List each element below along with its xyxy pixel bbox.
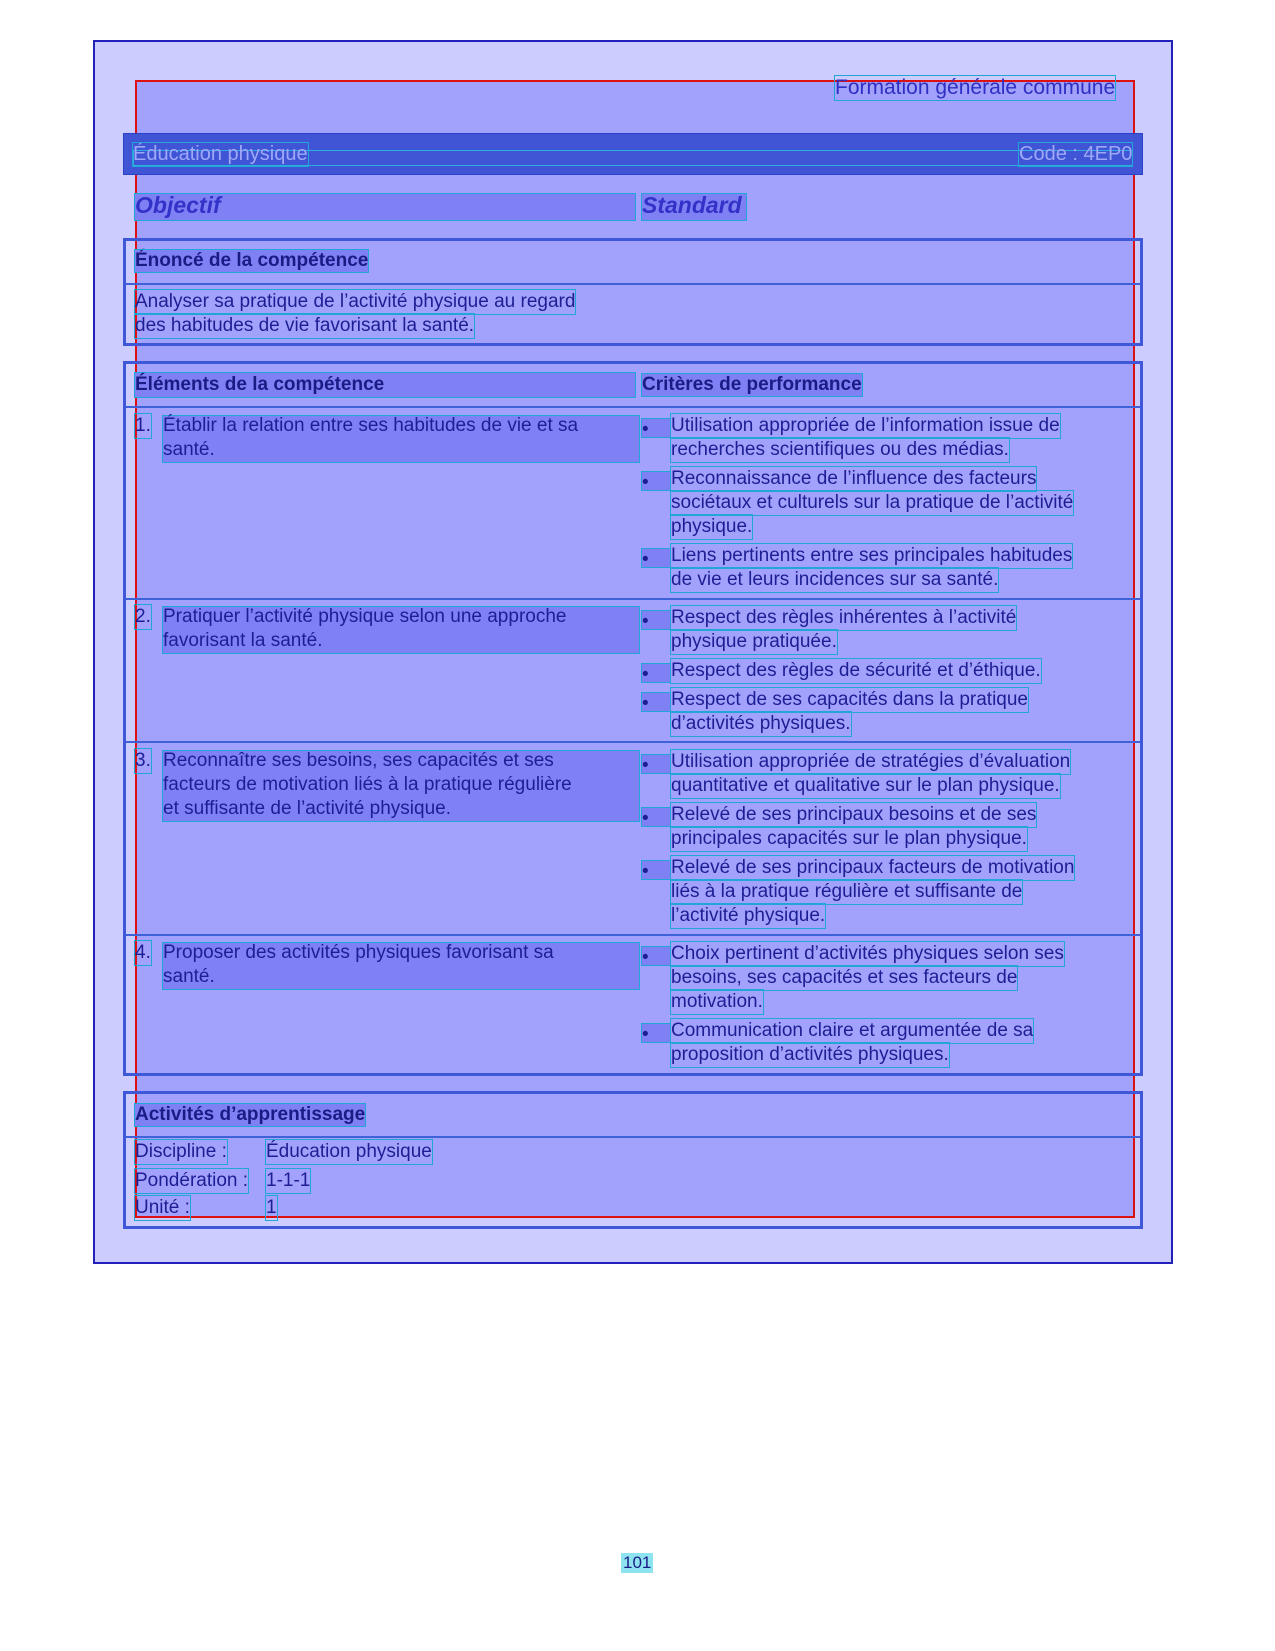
criterion-line: Communication claire et argumentée de sa — [671, 1020, 1034, 1041]
competence-statement-line-2: des habitudes de vie favorisant la santé. — [135, 315, 475, 336]
criterion-line: Respect de ses capacités dans la pratique — [671, 689, 1028, 710]
discipline-label: Discipline : — [135, 1141, 227, 1162]
criterion-line: liés à la pratique régulière et suffisante de — [671, 881, 1023, 902]
criterion-line: principales capacités sur le plan physique. — [671, 828, 1027, 849]
criterion-line: motivation. — [671, 991, 763, 1012]
element-text-line: et suffisante de l’activité physique. — [163, 798, 451, 819]
criterion-bullet: • — [642, 419, 670, 437]
discipline-value: Éducation physique — [266, 1141, 432, 1162]
element-number: 2. — [135, 606, 151, 627]
criterion-line: Respect des règles de sécurité et d’éthique. — [671, 660, 1041, 681]
weighting-label: Pondération : — [135, 1170, 249, 1191]
criterion-line: quantitative et qualitative sur le plan physique. — [671, 775, 1060, 796]
criterion-line: Relevé de ses principaux besoins et de ses — [671, 804, 1037, 825]
criterion-bullet: • — [642, 549, 670, 567]
unit-label: Unité : — [135, 1197, 190, 1218]
criterion-bullet: • — [642, 1024, 670, 1042]
page-number: 101 — [623, 1553, 652, 1572]
criterion-line: physique pratiquée. — [671, 631, 837, 652]
course-title: Éducation physique — [133, 143, 308, 165]
criterion-line: physique. — [671, 516, 753, 537]
element-text-line: Établir la relation entre ses habitudes de vie et sa — [163, 415, 579, 436]
criterion-line: de vie et leurs incidences sur sa santé. — [671, 569, 999, 590]
element-number: 4. — [135, 942, 151, 963]
criterion-line: Liens pertinents entre ses principales habitudes — [671, 545, 1073, 566]
criteria-heading: Critères de performance — [642, 374, 862, 395]
element-text-line: favorisant la santé. — [163, 630, 323, 651]
course-code: Code : 4EP0 — [1019, 143, 1133, 165]
elements-heading: Éléments de la compétence — [135, 374, 385, 395]
row-divider-2 — [126, 741, 1140, 743]
element-number: 1. — [135, 415, 151, 436]
element-text-line: Reconnaître ses besoins, ses capacités et ses — [163, 750, 554, 771]
criterion-bullet: • — [642, 693, 670, 711]
criterion-line: sociétaux et culturels sur la pratique de l’activité — [671, 492, 1074, 513]
row-divider-3 — [126, 934, 1140, 936]
element-text-line: facteurs de motivation liés à la pratique régulière — [163, 774, 572, 795]
criterion-bullet: • — [642, 861, 670, 879]
element-text-line: Pratiquer l’activité physique selon une approche — [163, 606, 567, 627]
element-text-line: santé. — [163, 966, 215, 987]
criterion-bullet: • — [642, 808, 670, 826]
criterion-line: proposition d’activités physiques. — [671, 1044, 949, 1065]
criterion-bullet: • — [642, 611, 670, 629]
standard-column-heading: Standard — [642, 192, 742, 218]
competence-statement-line-1: Analyser sa pratique de l’activité physique au regard — [135, 291, 576, 312]
program-label: Formation générale commune — [835, 76, 1116, 99]
element-text-line: Proposer des activités physiques favorisant sa — [163, 942, 554, 963]
criterion-line: l’activité physique. — [671, 905, 826, 926]
element-text-line: santé. — [163, 439, 215, 460]
criterion-line: Utilisation appropriée de l’information issue de — [671, 415, 1060, 436]
criterion-bullet: • — [642, 947, 670, 965]
criterion-bullet: • — [642, 755, 670, 773]
weighting-value: 1-1-1 — [266, 1170, 311, 1191]
criterion-bullet: • — [642, 664, 670, 682]
criterion-line: Respect des règles inhérentes à l’activité — [671, 607, 1017, 628]
criterion-line: recherches scientifiques ou des médias. — [671, 439, 1009, 460]
row-divider-1 — [126, 598, 1140, 600]
criterion-line: Reconnaissance de l’influence des facteurs — [671, 468, 1037, 489]
unit-value: 1 — [266, 1197, 277, 1218]
criterion-line: Choix pertinent d’activités physiques selon ses — [671, 943, 1064, 964]
criterion-line: Utilisation appropriée de stratégies d’évaluation — [671, 751, 1071, 772]
criterion-line: d’activités physiques. — [671, 713, 851, 734]
element-number: 3. — [135, 750, 151, 771]
competence-heading: Énoncé de la compétence — [135, 250, 369, 271]
criterion-line: Relevé de ses principaux facteurs de motivation — [671, 857, 1075, 878]
activities-heading: Activités d’apprentissage — [135, 1104, 366, 1125]
criterion-bullet: • — [642, 472, 670, 490]
objective-column-heading: Objectif — [135, 192, 221, 218]
criterion-line: besoins, ses capacités et ses facteurs de — [671, 967, 1018, 988]
